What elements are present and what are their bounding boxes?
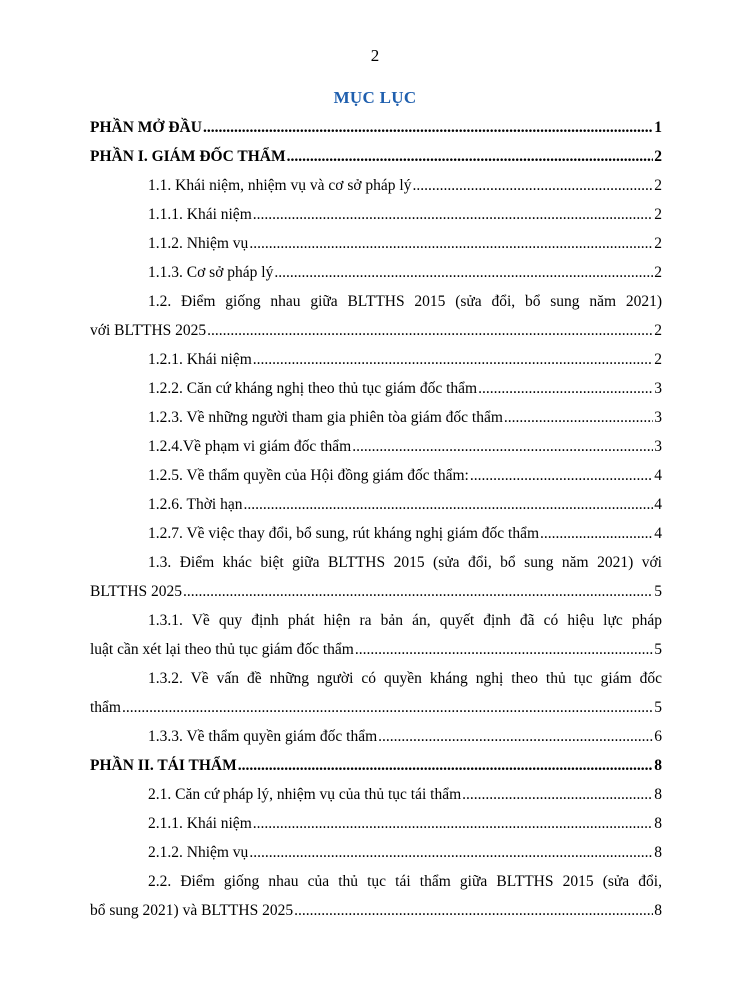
toc-entry-line bbox=[90, 577, 662, 606]
toc-page-number: 5 bbox=[654, 641, 662, 658]
toc-page-number: 8 bbox=[654, 844, 662, 861]
toc-entry-line bbox=[90, 751, 662, 780]
toc-part-entry[interactable] bbox=[90, 751, 662, 780]
toc-section-entry[interactable] bbox=[90, 345, 662, 374]
toc-section-entry[interactable] bbox=[90, 519, 662, 548]
toc-page-number: 1 bbox=[654, 119, 662, 136]
toc-section-entry[interactable] bbox=[90, 809, 662, 838]
toc-leader-dots bbox=[238, 751, 654, 780]
toc-leader-dots bbox=[294, 896, 653, 925]
toc-section-entry[interactable] bbox=[90, 374, 662, 403]
toc-entry-text: bổ sung 2021) và BLTTHS 2025 bbox=[90, 902, 294, 919]
toc-page-number: 8 bbox=[654, 902, 662, 919]
toc-entry-line bbox=[90, 200, 662, 229]
toc-section-entry[interactable] bbox=[90, 548, 662, 606]
toc-entry-text: 1.1. Khái niệm, nhiệm vụ và cơ sở pháp lý bbox=[148, 177, 412, 194]
toc-entry-line1: 1.3.1. Về quy định phát hiện ra bản án, quyết định đã có hiệu lực pháp bbox=[148, 612, 662, 629]
toc-page-number: 3 bbox=[654, 380, 662, 397]
toc-entry-line1: 1.2. Điểm giống nhau giữa BLTTHS 2015 (sửa đổi, bổ sung năm 2021) bbox=[148, 293, 662, 310]
toc-section-entry[interactable] bbox=[90, 432, 662, 461]
toc-entry-line bbox=[90, 461, 662, 490]
toc-entry-line bbox=[90, 693, 662, 722]
toc-leader-dots bbox=[470, 461, 653, 490]
toc-entry-text: 1.1.1. Khái niệm bbox=[148, 206, 252, 223]
toc-entry-line bbox=[90, 258, 662, 287]
toc-page-number: 2 bbox=[654, 322, 662, 339]
toc-page-number: 2 bbox=[654, 148, 662, 165]
toc-part-entry[interactable] bbox=[90, 113, 662, 142]
toc-entry-line bbox=[90, 113, 662, 142]
toc-page-number: 4 bbox=[654, 467, 662, 484]
toc-leader-dots bbox=[274, 258, 653, 287]
toc-entry-line bbox=[90, 229, 662, 258]
toc-leader-dots bbox=[203, 113, 653, 142]
toc-section-entry[interactable] bbox=[90, 200, 662, 229]
toc-section-entry[interactable] bbox=[90, 461, 662, 490]
toc-entry-text: 1.2.7. Về việc thay đổi, bổ sung, rút kháng nghị giám đốc thẩm bbox=[148, 525, 540, 542]
toc-entry-line bbox=[90, 838, 662, 867]
toc-entry-text: 1.2.5. Về thẩm quyền của Hội đồng giám đốc thẩm: bbox=[148, 467, 469, 484]
toc-entry-text: với BLTTHS 2025 bbox=[90, 322, 207, 339]
toc-page-number: 5 bbox=[654, 583, 662, 600]
toc-page-number: 3 bbox=[654, 438, 662, 455]
toc-entry-line bbox=[90, 809, 662, 838]
toc-section-entry[interactable] bbox=[90, 780, 662, 809]
toc-page-number: 2 bbox=[654, 351, 662, 368]
toc-entry-line bbox=[90, 316, 662, 345]
toc-entry-text: PHẦN II. TÁI THẨM bbox=[90, 757, 237, 774]
toc-leader-dots bbox=[249, 838, 653, 867]
toc-section-entry[interactable] bbox=[90, 403, 662, 432]
toc-entry-line bbox=[90, 519, 662, 548]
toc-leader-dots bbox=[352, 432, 653, 461]
toc-page-number: 2 bbox=[654, 264, 662, 281]
toc-page-number: 4 bbox=[654, 496, 662, 513]
toc-leader-dots bbox=[378, 722, 653, 751]
toc-entry-line bbox=[90, 896, 662, 925]
toc-entry-text: 2.1.1. Khái niệm bbox=[148, 815, 252, 832]
toc-entry-line bbox=[90, 345, 662, 374]
toc-leader-dots bbox=[253, 345, 654, 374]
toc-leader-dots bbox=[413, 171, 654, 200]
toc-section-entry[interactable] bbox=[90, 722, 662, 751]
toc-page-number: 6 bbox=[654, 728, 662, 745]
toc-entry-line bbox=[90, 403, 662, 432]
table-of-contents bbox=[0, 113, 750, 925]
toc-entry-line bbox=[90, 635, 662, 664]
toc-leader-dots bbox=[253, 200, 654, 229]
toc-section-entry[interactable] bbox=[90, 838, 662, 867]
toc-entry-text: thẩm bbox=[90, 699, 121, 716]
toc-entry-text: 1.2.2. Căn cứ kháng nghị theo thủ tục giám đốc thẩm bbox=[148, 380, 478, 397]
toc-page-number: 5 bbox=[654, 699, 662, 716]
toc-entry-line bbox=[90, 780, 662, 809]
toc-entry-line bbox=[90, 432, 662, 461]
page-number: 2 bbox=[370, 46, 380, 65]
toc-section-entry[interactable] bbox=[90, 490, 662, 519]
toc-entry-text: BLTTHS 2025 bbox=[90, 583, 183, 600]
toc-section-entry[interactable] bbox=[90, 171, 662, 200]
toc-section-entry[interactable] bbox=[90, 664, 662, 722]
toc-section-entry[interactable] bbox=[90, 606, 662, 664]
toc-leader-dots bbox=[287, 142, 654, 171]
toc-leader-dots bbox=[183, 577, 653, 606]
toc-leader-dots bbox=[253, 809, 654, 838]
toc-page-number: 8 bbox=[654, 786, 662, 803]
toc-entry-text: 1.2.3. Về những người tham gia phiên tòa giám đốc thẩm bbox=[148, 409, 503, 426]
toc-section-entry[interactable] bbox=[90, 258, 662, 287]
toc-page-number: 8 bbox=[654, 757, 662, 774]
toc-entry-line bbox=[90, 142, 662, 171]
toc-entry-text: 1.1.2. Nhiệm vụ bbox=[148, 235, 249, 252]
toc-leader-dots bbox=[249, 229, 653, 258]
toc-entry-line1: 1.3.2. Về vấn đề những người có quyền kháng nghị theo thủ tục giám đốc bbox=[148, 670, 662, 687]
toc-entry-text: 1.3.3. Về thẩm quyền giám đốc thẩm bbox=[148, 728, 378, 745]
toc-section-entry[interactable] bbox=[90, 229, 662, 258]
toc-leader-dots bbox=[243, 490, 653, 519]
toc-entry-line bbox=[90, 374, 662, 403]
toc-entry-line bbox=[90, 722, 662, 751]
toc-leader-dots bbox=[462, 780, 653, 809]
toc-entry-line bbox=[90, 490, 662, 519]
toc-leader-dots bbox=[540, 519, 653, 548]
toc-entry-line1: 1.3. Điểm khác biệt giữa BLTTHS 2015 (sửa đổi, bổ sung năm 2021) với bbox=[148, 554, 662, 571]
toc-leader-dots bbox=[207, 316, 653, 345]
toc-page-number: 3 bbox=[654, 409, 662, 426]
toc-entry-line1: 2.2. Điểm giống nhau của thủ tục tái thẩm giữa BLTTHS 2015 (sửa đổi, bbox=[148, 873, 662, 890]
toc-page-number: 4 bbox=[654, 525, 662, 542]
toc-title: MỤC LỤC bbox=[333, 88, 417, 107]
toc-part-entry[interactable] bbox=[90, 142, 662, 171]
toc-entry-text: luật cần xét lại theo thủ tục giám đốc thẩm bbox=[90, 641, 354, 658]
toc-page-number: 2 bbox=[654, 177, 662, 194]
toc-page-number: 8 bbox=[654, 815, 662, 832]
toc-entry-text: PHẦN MỞ ĐẦU bbox=[90, 119, 202, 136]
toc-leader-dots bbox=[504, 403, 653, 432]
toc-leader-dots bbox=[478, 374, 653, 403]
toc-entry-text: 2.1. Căn cứ pháp lý, nhiệm vụ của thủ tục tái thẩm bbox=[148, 786, 462, 803]
toc-entry-text: 1.2.4.Về phạm vi giám đốc thẩm bbox=[148, 438, 352, 455]
toc-section-entry[interactable] bbox=[90, 867, 662, 925]
toc-entry-text: 1.2.6. Thời hạn bbox=[148, 496, 243, 513]
toc-page-number: 2 bbox=[654, 206, 662, 223]
toc-entry-line bbox=[90, 171, 662, 200]
toc-leader-dots bbox=[122, 693, 653, 722]
toc-leader-dots bbox=[355, 635, 653, 664]
toc-entry-text: 1.1.3. Cơ sở pháp lý bbox=[148, 264, 274, 281]
toc-entry-text: 2.1.2. Nhiệm vụ bbox=[148, 844, 249, 861]
toc-entry-text: PHẦN I. GIÁM ĐỐC THẨM bbox=[90, 148, 286, 165]
toc-section-entry[interactable] bbox=[90, 287, 662, 345]
toc-entry-text: 1.2.1. Khái niệm bbox=[148, 351, 252, 368]
toc-page-number: 2 bbox=[654, 235, 662, 252]
